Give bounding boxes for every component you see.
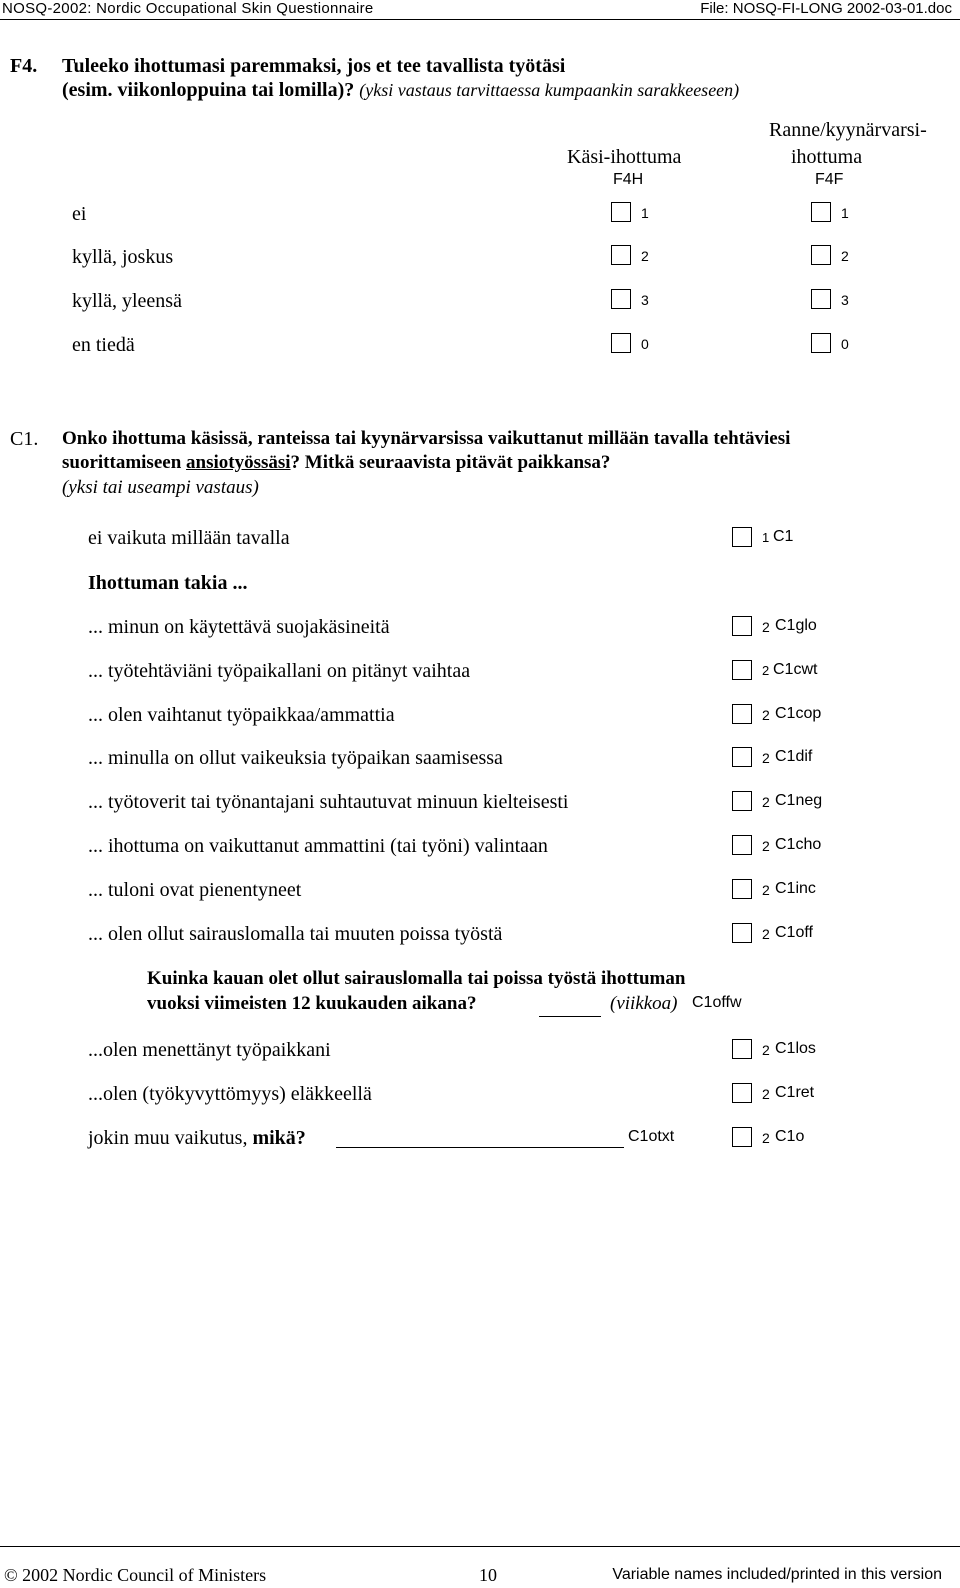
footer-copyright: © 2002 Nordic Council of Ministers (4, 1565, 267, 1585)
c1-checkbox[interactable] (732, 527, 752, 547)
c1-question-emphasis: ansiotyössäsi (186, 452, 291, 473)
f4h-code: 1 (641, 205, 649, 221)
c1-question-line1: Onko ihottuma käsissä, ranteissa tai kyynärvarsissa vaikuttanut millään tavalla tehtäviesi (62, 428, 791, 449)
c1-var: C1 (773, 528, 794, 545)
c1-code: 2 (762, 882, 770, 898)
header-rule (0, 19, 960, 20)
c1-subheading: Ihottuman takia ... (88, 572, 248, 594)
c1-var: C1ret (775, 1084, 815, 1101)
f4-col1-var: F4H (613, 171, 644, 188)
f4-option-label: en tiedä (72, 334, 135, 356)
c1-var: C1o (775, 1128, 805, 1145)
c1-option-label: ... tuloni ovat pienentyneet (88, 879, 302, 901)
c1-option-label: ... olen ollut sairauslomalla tai muuten poissa työstä (88, 923, 503, 945)
c1-code: 2 (762, 1130, 770, 1146)
f4f-checkbox[interactable] (811, 333, 831, 353)
c1-checkbox[interactable] (732, 1083, 752, 1103)
f4h-code: 2 (641, 248, 649, 264)
c1-checkbox[interactable] (732, 747, 752, 767)
c1-question-line2-b: ? Mitkä seuraavista pitävät paikkansa? (290, 452, 611, 473)
c1-checkbox[interactable] (732, 1127, 752, 1147)
c1-code: 2 (762, 838, 770, 854)
c1-var: C1los (775, 1040, 816, 1057)
c1-var: C1dif (775, 748, 813, 765)
c1-other-txt-var: C1otxt (628, 1128, 675, 1145)
f4h-checkbox[interactable] (611, 245, 631, 265)
c1-checkbox[interactable] (732, 704, 752, 724)
c1-option-label: ... ihottuma on vaikuttanut ammattini (tai työni) valintaan (88, 835, 548, 857)
c1-followup-unit: (viikkoa) (610, 993, 678, 1014)
f4f-checkbox[interactable] (811, 289, 831, 309)
other-text-input-line[interactable] (336, 1147, 624, 1148)
f4h-checkbox[interactable] (611, 202, 631, 222)
c1-other-label (88, 1127, 306, 1150)
f4-number: F4. (10, 55, 38, 77)
f4f-checkbox[interactable] (811, 245, 831, 265)
c1-checkbox[interactable] (732, 616, 752, 636)
c1-followup-line2: vuoksi viimeisten 12 kuukauden aikana? (147, 993, 477, 1014)
c1-question-line2 (62, 452, 610, 474)
c1-var: C1off (775, 924, 813, 941)
f4f-checkbox[interactable] (811, 202, 831, 222)
c1-checkbox[interactable] (732, 923, 752, 943)
c1-checkbox[interactable] (732, 660, 752, 680)
f4h-checkbox[interactable] (611, 289, 631, 309)
c1-option-label: ... olen vaihtanut työpaikkaa/ammattia (88, 704, 395, 726)
f4f-code: 2 (841, 248, 849, 264)
c1-code: 2 (762, 707, 770, 723)
c1-followup-var: C1offw (692, 994, 742, 1011)
c1-checkbox[interactable] (732, 791, 752, 811)
f4f-code: 3 (841, 292, 849, 308)
c1-code: 2 (762, 750, 770, 766)
c1-code: 2 (762, 1042, 770, 1058)
f4h-code: 3 (641, 292, 649, 308)
header-right: File: NOSQ-FI-LONG 2002-03-01.doc (700, 0, 952, 17)
c1-option-label: ... minulla on ollut vaikeuksia työpaikan saamisessa (88, 747, 503, 769)
header-left: NOSQ-2002: Nordic Occupational Skin Questionnaire (2, 0, 374, 17)
f4-instruction: (yksi vastaus tarvittaessa kumpaankin sarakkeeseen) (359, 80, 740, 100)
c1-var: C1cop (775, 705, 822, 722)
f4-option-label: kyllä, yleensä (72, 290, 182, 312)
c1-option-label: ... minun on käytettävä suojakäsineitä (88, 616, 390, 638)
f4-col2-label-line1: Ranne/kyynärvarsi- (769, 119, 927, 141)
c1-option-label: ...olen (työkyvyttömyys) eläkkeellä (88, 1083, 372, 1105)
footer-note: Variable names included/printed in this version (612, 1566, 942, 1583)
c1-other-label-a: jokin muu vaikutus, (88, 1127, 253, 1149)
f4-col1-label: Käsi-ihottuma (567, 146, 682, 168)
page-number: 10 (479, 1565, 497, 1585)
f4-question-line1: Tuleeko ihottumasi paremmaksi, jos et tee tavallista työtäsi (62, 55, 566, 77)
c1-other-label-b: mikä? (252, 1127, 306, 1149)
f4f-code: 0 (841, 336, 849, 352)
c1-checkbox[interactable] (732, 835, 752, 855)
f4-col2-label-line2: ihottuma (791, 146, 863, 168)
c1-option-label: ...olen menettänyt työpaikkani (88, 1039, 331, 1061)
c1-option-none-label: ei vaikuta millään tavalla (88, 527, 290, 549)
f4-question-line2 (62, 79, 739, 102)
c1-number: C1. (10, 428, 39, 450)
f4-col2-var: F4F (815, 171, 844, 188)
c1-var: C1cwt (773, 661, 818, 678)
f4-option-label: ei (72, 203, 87, 225)
c1-followup-line1: Kuinka kauan olet ollut sairauslomalla tai poissa työstä ihottuman (147, 968, 686, 989)
c1-var: C1neg (775, 792, 823, 809)
c1-option-label: ... työtehtäviäni työpaikallani on pitänyt vaihtaa (88, 660, 471, 682)
footer-rule (0, 1546, 960, 1547)
f4h-code: 0 (641, 336, 649, 352)
c1-checkbox[interactable] (732, 879, 752, 899)
c1-checkbox[interactable] (732, 1039, 752, 1059)
c1-question-line2-a: suorittamiseen (62, 452, 187, 473)
f4-option-label: kyllä, joskus (72, 246, 174, 268)
c1-option-label: ... työtoverit tai työnantajani suhtautuvat minuun kielteisesti (88, 791, 569, 813)
weeks-input-line[interactable] (539, 1016, 601, 1017)
c1-var: C1cho (775, 836, 822, 853)
f4f-code: 1 (841, 205, 849, 221)
c1-code: 2 (762, 663, 770, 678)
c1-instruction: (yksi tai useampi vastaus) (62, 477, 259, 498)
f4-question-line2-text: (esim. viikonloppuina tai lomilla)? (62, 79, 355, 101)
f4h-checkbox[interactable] (611, 333, 631, 353)
c1-var: C1inc (775, 880, 816, 897)
c1-code: 2 (762, 794, 770, 810)
c1-code: 2 (762, 619, 770, 635)
c1-code: 2 (762, 1086, 770, 1102)
c1-var: C1glo (775, 617, 817, 634)
c1-code: 1 (762, 530, 770, 545)
c1-code: 2 (762, 926, 770, 942)
